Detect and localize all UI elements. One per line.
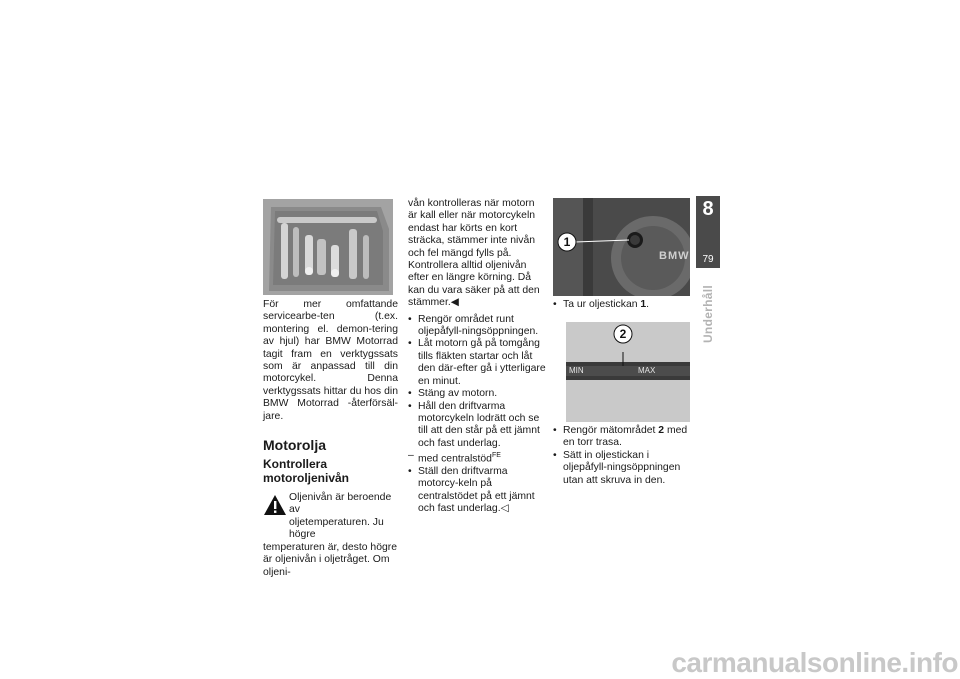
- step-centre-stand-text: Ställ den driftvarma motorcy-keln på centralstödet på ett jämnt och fast underlag.: [418, 466, 535, 515]
- step-remove-dipstick-end: .: [646, 299, 650, 310]
- subheading: [263, 458, 398, 485]
- engine-logo-text: BMW: [659, 250, 690, 262]
- intro-paragraph: För mer omfattande servicearbe-ten (t.ex. montering el. demon-tering av hjul) har BMW Motorrad tagit fram en verktygssats som är anpassad till din motorcykel. Denna verktygssats hittar du hos din BMW Motorrad -återförsäl-jare.: [263, 299, 398, 422]
- warning-block: [263, 492, 398, 579]
- step-clean-measuring-area: [553, 425, 690, 450]
- continuation-text: vån kontrolleras när motorn är kall eller när motorcykeln endast har körts en kort sträcka, stämmer inte nivån och fel mängd fylls på. Kontrollera alltid oljenivån efter en längre körning. Då kan du vara säker på att den stämmer.: [408, 198, 540, 309]
- dipstick-max-label: MAX: [638, 366, 656, 375]
- step-remove-dipstick-text: Ta ur oljestickan: [563, 299, 641, 310]
- engine-photo: [553, 198, 690, 296]
- left-column: [263, 299, 398, 579]
- step-idle-engine: • Låt motorn gå på tomgång tills fläkten startar och låt den där-efter gå i ytterligare en minut.: [408, 338, 546, 388]
- right-column-top: [553, 299, 690, 311]
- warning-icon: [263, 494, 287, 516]
- continuation-paragraph: [408, 198, 546, 310]
- page-number: 79: [702, 254, 714, 265]
- engine-callout-1: 1: [563, 235, 571, 249]
- dipstick-min-label: MIN: [569, 366, 584, 375]
- step-insert-dipstick: • Sätt in oljestickan i oljepåfyll-ningsöppningen utan att skruva in den.: [553, 450, 690, 487]
- step-clean-measuring-text: Rengör mätområdet: [563, 425, 659, 436]
- middle-column: [408, 198, 546, 516]
- toolkit-photo: [263, 199, 393, 295]
- dipstick-callout-2: 2: [619, 327, 627, 341]
- section-heading: Motorolja: [263, 437, 326, 454]
- section-label: Underhåll: [701, 284, 715, 344]
- step-hold-upright: • Håll den driftvarma motorcykeln lodrätt och se till att den står på ett jämnt och fast underlag.: [408, 401, 546, 451]
- watermark: carmanualsonline.info: [671, 647, 958, 678]
- subheading-line-1: Kontrollera: [263, 457, 328, 472]
- option-code: FE: [491, 452, 501, 460]
- warning-rest: temperaturen är, desto högre är oljenivån i oljetråget. Om oljeni-: [263, 541, 398, 578]
- end-mark: ◀: [450, 297, 459, 309]
- option-label: med centralstöd: [418, 453, 492, 465]
- step-clean-measuring-end: med en torr trasa.: [563, 425, 688, 449]
- option-centre-stand: [408, 450, 546, 466]
- step-stop-engine: • Stäng av motorn.: [408, 388, 546, 400]
- step-remove-dipstick-ref: 1: [640, 299, 647, 310]
- step-centre-stand: [408, 466, 546, 516]
- step-remove-dipstick: [553, 299, 690, 311]
- subheading-line-2: motoroljenivån: [263, 470, 350, 485]
- step-clean-area: • Rengör området runt oljepåfyll-ningsöppningen.: [408, 314, 546, 339]
- right-column-bottom: [553, 425, 690, 487]
- chapter-number: 8: [702, 198, 714, 220]
- warning-line-2: oljetemperaturen. Ju högre: [289, 516, 384, 541]
- toolkit-illustration: [263, 199, 393, 295]
- warning-line-1: Oljenivån är beroende av: [289, 492, 392, 516]
- dipstick-photo: [566, 322, 690, 422]
- step-clean-measuring-ref: 2: [658, 425, 665, 436]
- end-mark-2: ◁: [500, 503, 509, 515]
